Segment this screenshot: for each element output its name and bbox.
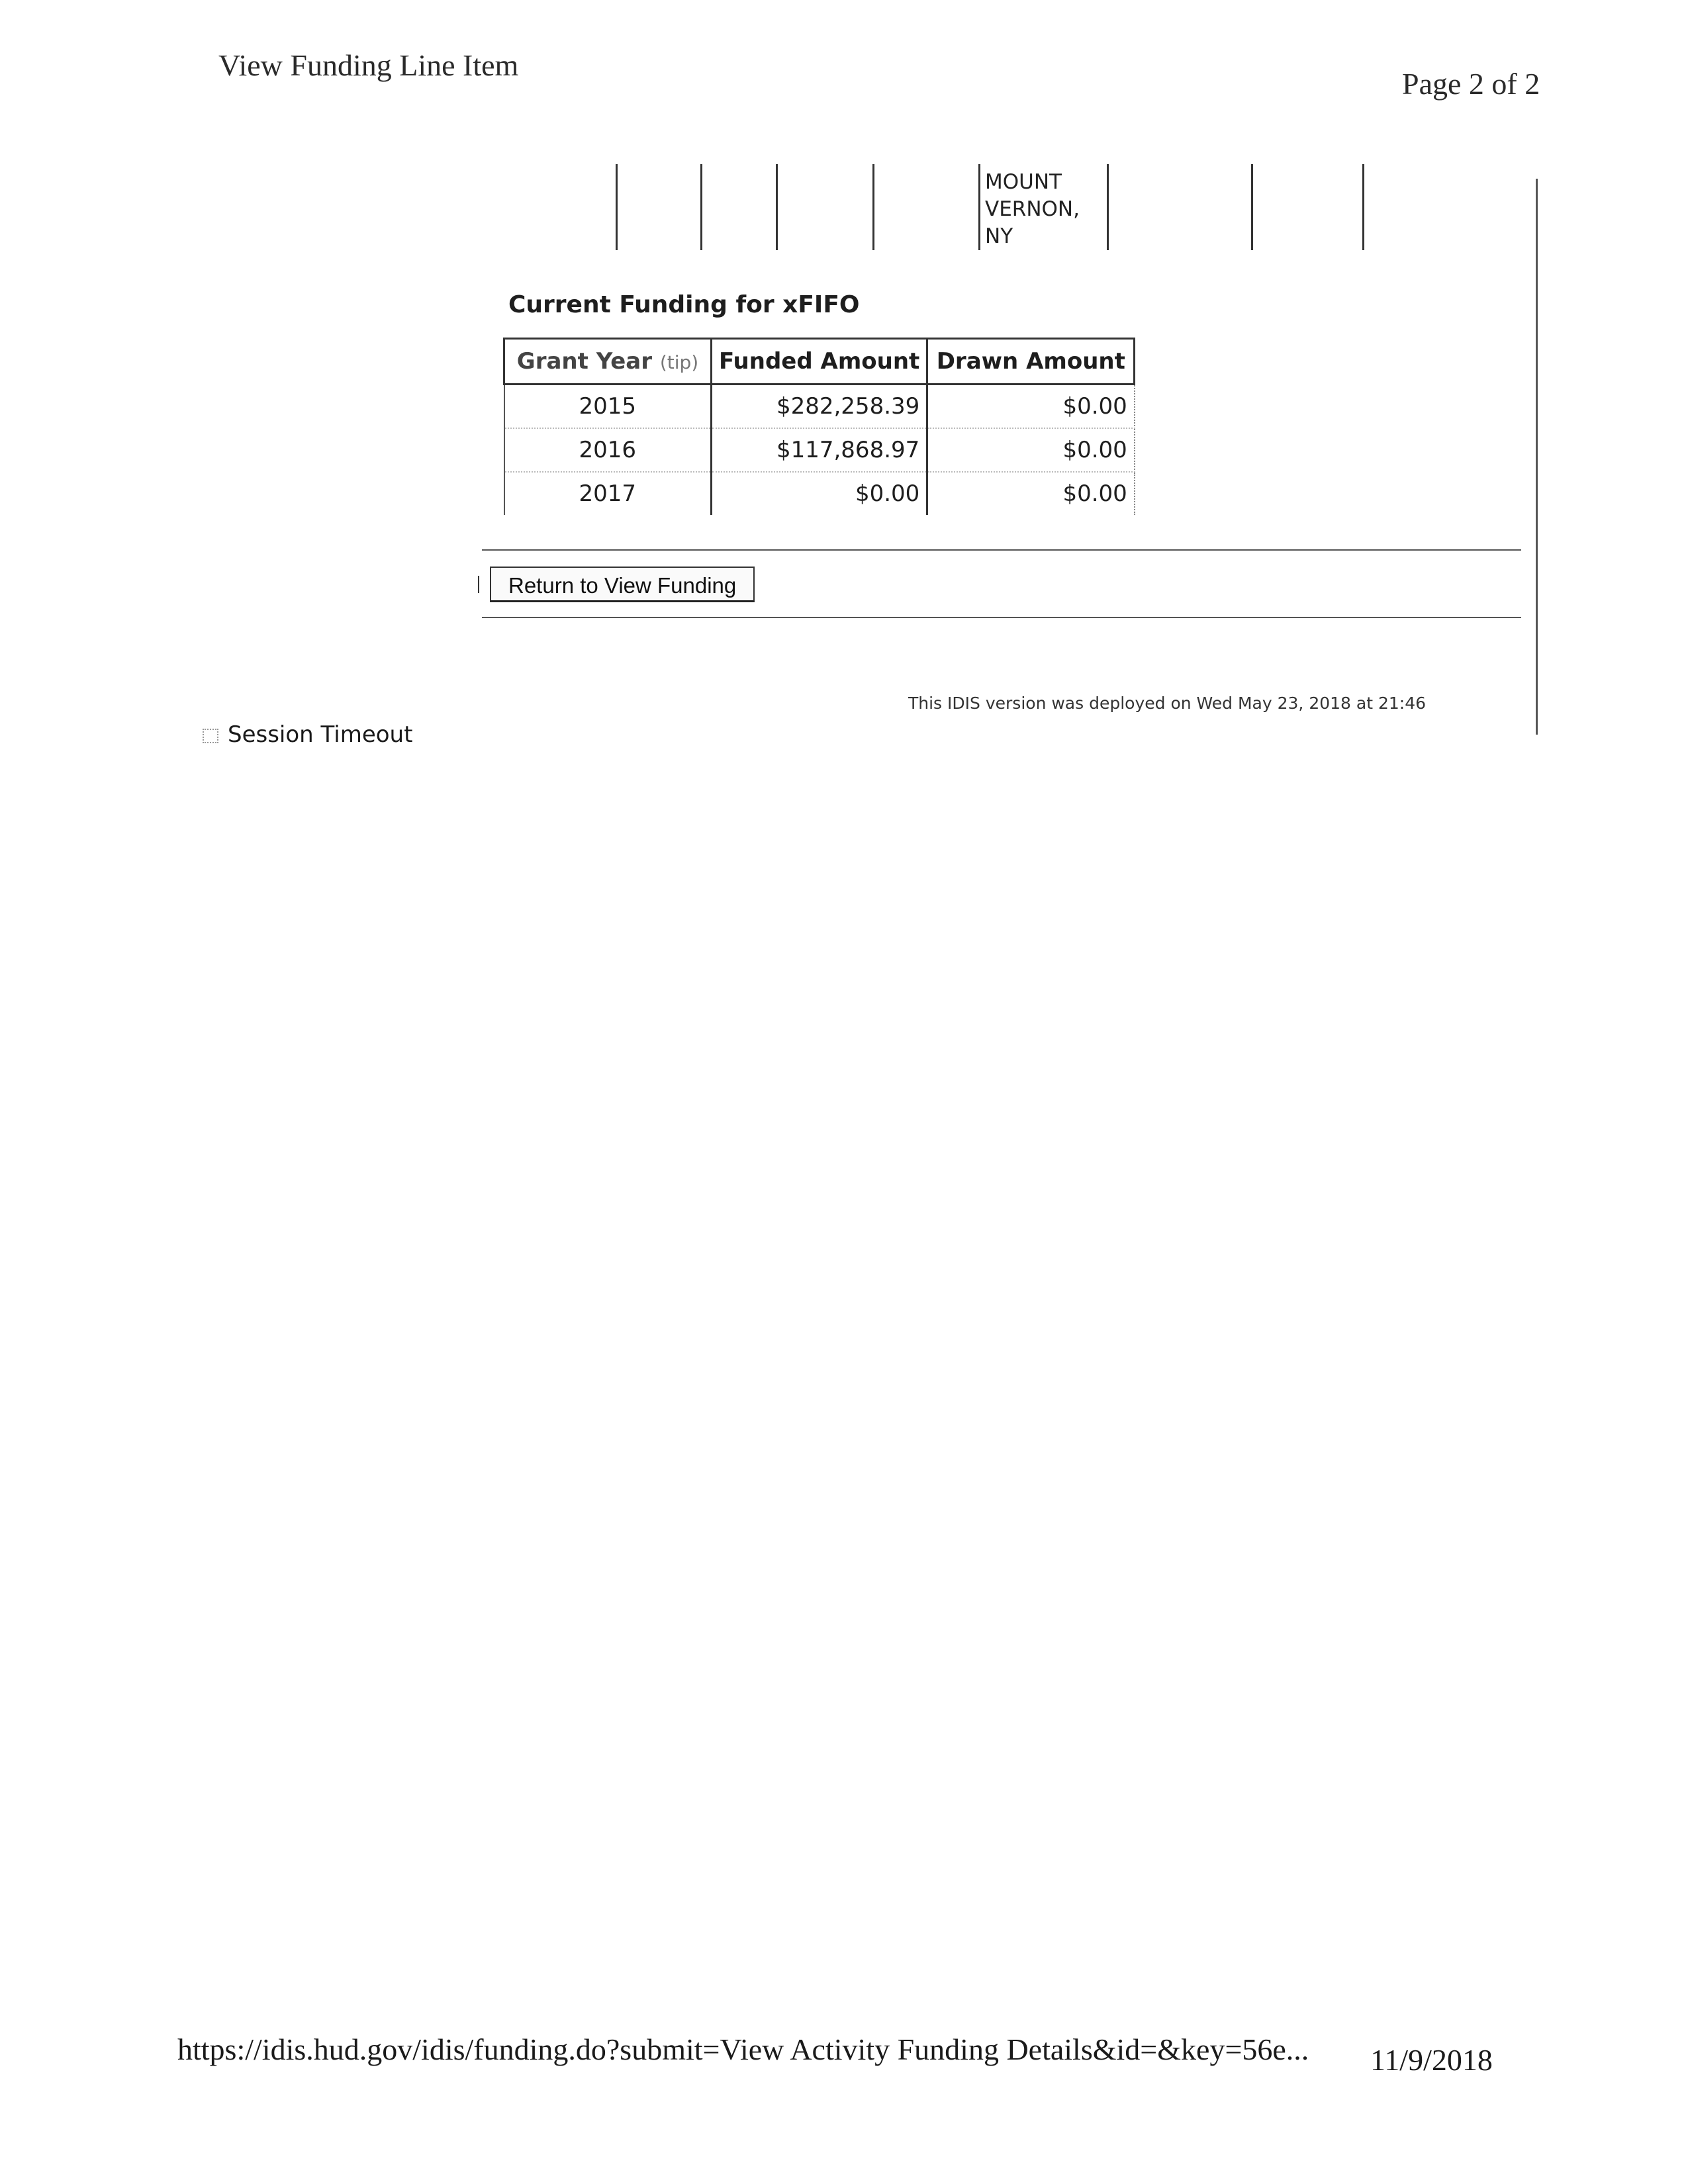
session-timeout-label: Session Timeout [228,721,413,748]
table-row [504,385,1135,429]
grant-year-tip-link[interactable]: (tip) [659,351,699,373]
session-timeout-icon [203,729,218,743]
footer-date: 11/9/2018 [1370,2043,1493,2077]
table-cell-divider [872,164,874,250]
table-cell-divider [776,164,778,250]
table-cell-divider [1107,164,1109,250]
location-line: NY [985,224,1013,248]
current-funding-table [503,338,1135,515]
page-number: Page 2 of 2 [1402,67,1540,101]
deployment-note: This IDIS version was deployed on Wed May 23, 2018 at 21:46 [908,694,1427,713]
table-cell-divider [1251,164,1253,250]
grant-year-header [504,339,712,385]
table-cell-divider [616,164,618,250]
drawn-amount-cell: $0.00 [927,385,1135,429]
current-funding-title: Current Funding for xFIFO [508,291,860,318]
grant-year-header-label: Grant Year [516,348,652,375]
button-edge-mark [478,576,479,593]
location-line: VERNON, [985,197,1080,221]
drawn-amount-cell: $0.00 [927,428,1135,472]
frame-border [1536,179,1538,735]
grant-year-cell: 2015 [504,385,712,429]
table-row [504,428,1135,472]
grant-year-cell: 2017 [504,472,712,515]
return-to-view-funding-button[interactable]: Return to View Funding [490,567,755,602]
funded-amount-header: Funded Amount [712,339,927,385]
location-cell [985,169,1104,250]
session-timeout-link[interactable] [203,721,412,748]
funded-amount-cell: $0.00 [712,472,927,515]
table-cell-divider [1362,164,1364,250]
funded-amount-cell: $282,258.39 [712,385,927,429]
table-row [504,472,1135,515]
drawn-amount-cell: $0.00 [927,472,1135,515]
divider [482,549,1521,551]
table-header-row [504,339,1135,385]
divider [482,617,1521,618]
funded-amount-cell: $117,868.97 [712,428,927,472]
drawn-amount-header: Drawn Amount [927,339,1135,385]
footer-url: https://idis.hud.gov/idis/funding.do?submit=View Activity Funding Details&id=&key=56e... [177,2032,1309,2066]
table-cell-divider [978,164,980,250]
grant-year-cell: 2016 [504,428,712,472]
page-header-title: View Funding Line Item [218,48,519,82]
location-line: MOUNT [985,170,1062,194]
table-cell-divider [700,164,702,250]
